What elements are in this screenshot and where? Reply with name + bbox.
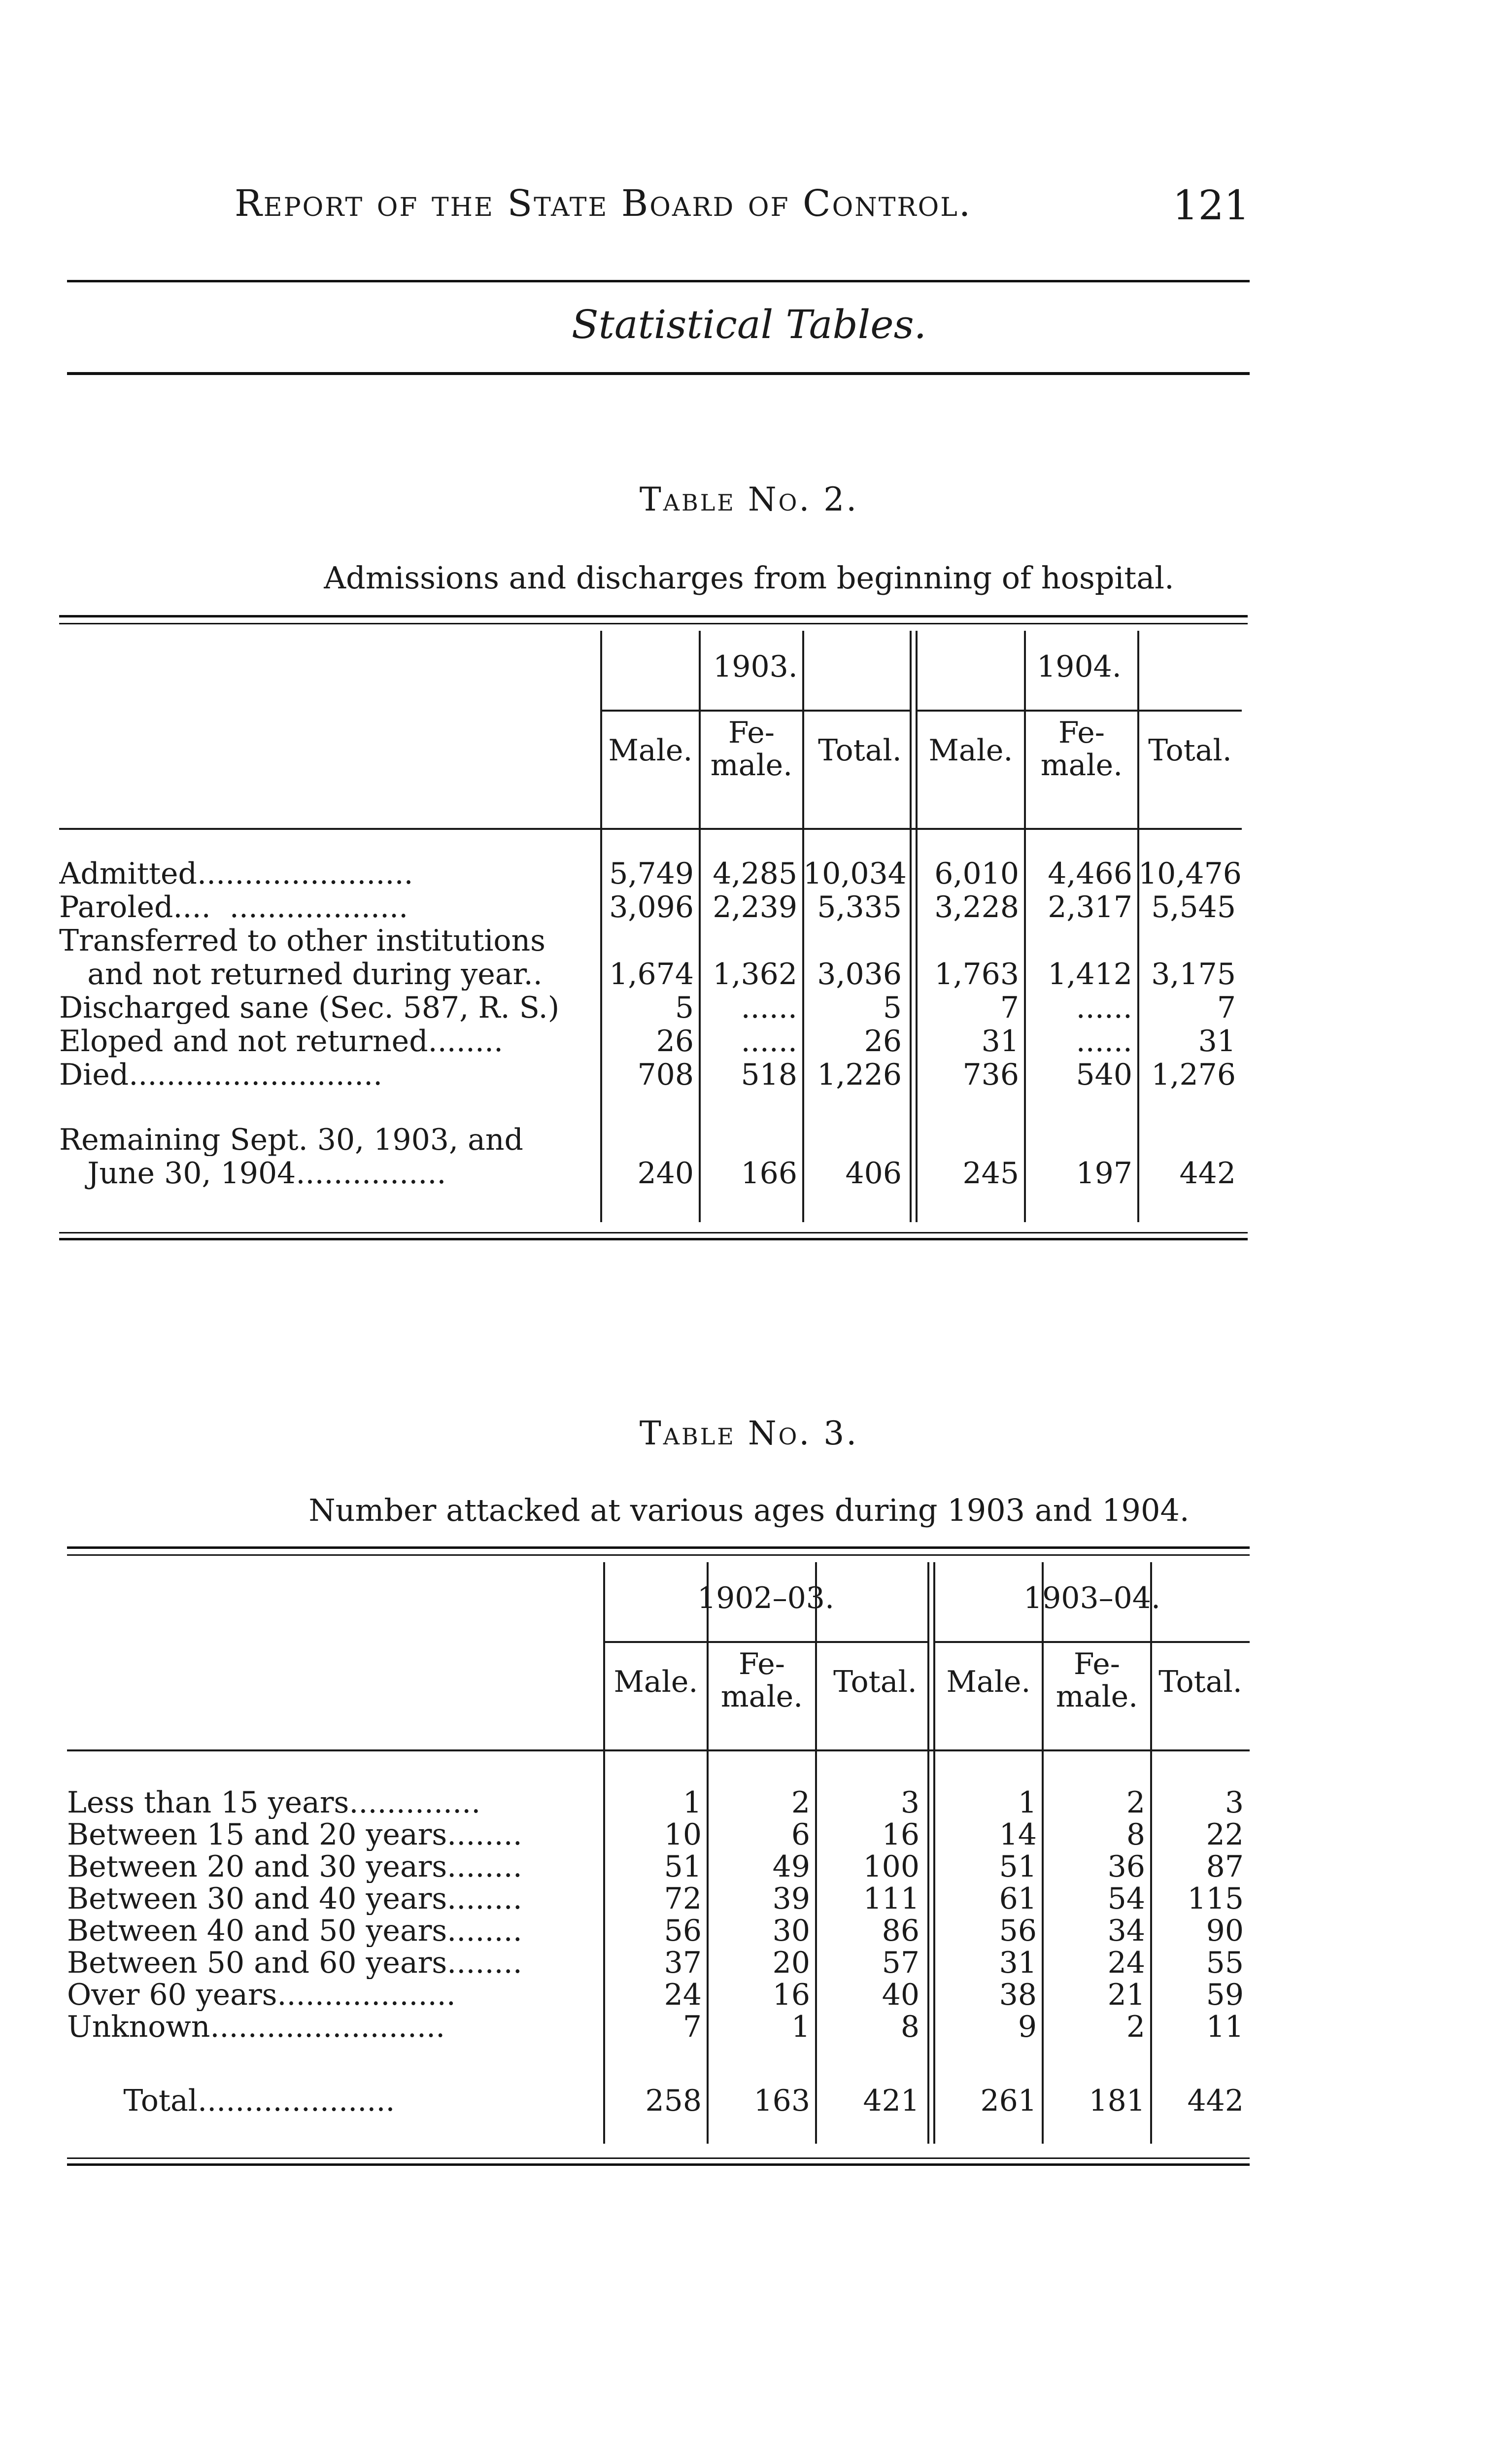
column-header: Total.	[818, 733, 902, 768]
table2-caption: Table No. 2.	[639, 480, 859, 518]
table-cell: 5,545	[1151, 890, 1236, 924]
table-cell: 2,239	[713, 890, 797, 924]
year-underline	[934, 1641, 1250, 1643]
row-label: Admitted.......................	[59, 857, 413, 890]
page-number: 121	[1172, 182, 1250, 229]
table-cell: 3,228	[934, 890, 1019, 924]
table-cell: 87	[1206, 1849, 1244, 1884]
table-cell: 38	[999, 1978, 1037, 2012]
table-cell: 7	[1000, 991, 1019, 1025]
year-underline	[604, 1641, 927, 1643]
table-cell: 51	[664, 1849, 702, 1884]
row-label: Over 60 years...................	[67, 1979, 456, 2011]
column-header: Male.	[928, 733, 1013, 768]
table-cell: 3,096	[609, 890, 694, 924]
column-divider	[916, 631, 918, 1222]
table-cell: 1,362	[713, 957, 797, 992]
table2-bottom-rule	[59, 1238, 1248, 1240]
table-cell: 442	[1187, 2084, 1244, 2118]
row-label: Total.....................	[67, 2085, 395, 2117]
row-label: Between 30 and 40 years........	[67, 1882, 522, 1915]
table-cell: ......	[741, 1024, 797, 1059]
table-cell: 406	[845, 1156, 902, 1191]
table-cell: 2	[1126, 1785, 1145, 1820]
table-cell: 31	[1198, 1024, 1236, 1059]
column-header: Male.	[613, 1665, 698, 1699]
table-cell: 31	[981, 1024, 1019, 1059]
year-underline	[601, 710, 910, 712]
row-label: Transferred to other institutions	[59, 924, 545, 957]
table3-description: Number attacked at various ages during 1903 and 1904.	[308, 1492, 1190, 1528]
table-cell: 5,749	[609, 856, 694, 891]
table2	[59, 631, 1248, 1242]
row-label: Remaining Sept. 30, 1903, and	[59, 1124, 523, 1156]
running-head: Report of the State Board of Control.	[235, 182, 972, 225]
table-cell: 181	[1089, 2084, 1145, 2118]
table-cell: 57	[882, 1946, 919, 1980]
table-cell: 10,476	[1138, 856, 1242, 891]
table-cell: 36	[1107, 1849, 1145, 1884]
table-cell: 163	[753, 2084, 810, 2118]
table-cell: 3	[1225, 1785, 1244, 1820]
column-header: Total.	[1158, 1665, 1242, 1699]
table-cell: 5	[675, 991, 694, 1025]
table-cell: 24	[664, 1978, 702, 2012]
table-cell: 56	[999, 1914, 1037, 1948]
table-cell: 1,674	[609, 957, 694, 992]
year-label: 1902–03.	[697, 1581, 835, 1615]
table-cell: 1,763	[934, 957, 1019, 992]
header-underline	[59, 828, 1242, 830]
table-cell: 16	[882, 1817, 919, 1852]
table-cell: 1	[682, 1785, 702, 1820]
table-cell: 261	[980, 2084, 1037, 2118]
table-cell: 166	[741, 1156, 797, 1191]
row-label: Unknown.........................	[67, 2011, 445, 2043]
table-cell: 518	[741, 1058, 797, 1092]
table-cell: 55	[1206, 1946, 1244, 1980]
column-header: Fe- male.	[1055, 1647, 1138, 1714]
row-label: Discharged sane (Sec. 587, R. S.)	[59, 992, 560, 1024]
table-cell: 708	[637, 1058, 694, 1092]
table-cell: 10	[664, 1817, 702, 1852]
table3-top-rule	[67, 1546, 1250, 1549]
table-cell: 40	[882, 1978, 919, 2012]
column-header: Total.	[1148, 733, 1232, 768]
table-cell: 26	[864, 1024, 902, 1059]
table-cell: 6,010	[934, 856, 1019, 891]
table-cell: 21	[1107, 1978, 1145, 2012]
page-header	[67, 177, 1250, 237]
row-label: Between 40 and 50 years........	[67, 1915, 522, 1947]
table-cell: 56	[664, 1914, 702, 1948]
table-cell: 49	[772, 1849, 810, 1884]
table-cell: 11	[1206, 2010, 1244, 2044]
table-cell: 540	[1076, 1058, 1132, 1092]
table-cell: 245	[962, 1156, 1019, 1191]
table3-bottom-rule	[67, 2163, 1250, 2166]
table-cell: 16	[772, 1978, 810, 2012]
table-cell: 3,175	[1151, 957, 1236, 992]
column-divider	[910, 631, 912, 1222]
table-cell: 2	[791, 1785, 810, 1820]
table-cell: 1,412	[1048, 957, 1132, 992]
table-cell: 1,276	[1151, 1058, 1236, 1092]
table-cell: 61	[999, 1882, 1037, 1916]
column-divider	[600, 631, 602, 1222]
table2-description: Admissions and discharges from beginning of hospital.	[324, 560, 1174, 596]
table-cell: 5	[883, 991, 902, 1025]
section-rule	[67, 372, 1250, 375]
row-label: Paroled.... ...................	[59, 891, 409, 924]
table-cell: 24	[1107, 1946, 1145, 1980]
table-cell: 258	[645, 2084, 702, 2118]
column-header: Male.	[946, 1665, 1031, 1699]
table3	[67, 1562, 1250, 2163]
table-cell: 100	[863, 1849, 919, 1884]
table-cell: 9	[1018, 2010, 1037, 2044]
table3-bottom-rule-thin	[67, 2157, 1250, 2159]
table-cell: 4,466	[1048, 856, 1132, 891]
header-rule	[67, 280, 1250, 282]
year-label: 1903–04.	[1023, 1581, 1161, 1615]
row-label: Eloped and not returned........	[59, 1025, 504, 1058]
table-cell: 54	[1107, 1882, 1145, 1916]
table2-top-rule-thin	[59, 623, 1248, 624]
table-cell: 10,034	[803, 856, 907, 891]
column-header: Total.	[833, 1665, 917, 1699]
table-cell: 4,285	[713, 856, 797, 891]
table-cell: 26	[656, 1024, 694, 1059]
table-cell: 240	[637, 1156, 694, 1191]
table-cell: 20	[772, 1946, 810, 1980]
table-cell: 22	[1206, 1817, 1244, 1852]
table3-caption: Table No. 3.	[639, 1414, 859, 1452]
row-label: June 30, 1904................	[59, 1157, 446, 1190]
header-underline	[67, 1749, 1250, 1751]
table-cell: 115	[1187, 1882, 1244, 1916]
table-cell: 90	[1206, 1914, 1244, 1948]
table3-top-rule-thin	[67, 1554, 1250, 1556]
column-header: Fe- male.	[1040, 716, 1123, 783]
row-label: Less than 15 years..............	[67, 1786, 481, 1819]
table-cell: 59	[1206, 1978, 1244, 2012]
row-label: Between 20 and 30 years........	[67, 1850, 522, 1883]
table-cell: 3	[900, 1785, 919, 1820]
table2-bottom-rule-thin	[59, 1232, 1248, 1233]
table-cell: 8	[1126, 1817, 1145, 1852]
table-cell: 1	[791, 2010, 810, 2044]
column-header: Fe- male.	[710, 716, 793, 783]
table-cell: 37	[664, 1946, 702, 1980]
table-cell: 86	[882, 1914, 919, 1948]
table-cell: 6	[791, 1817, 810, 1852]
year-label: 1904.	[1037, 650, 1122, 684]
column-header: Fe- male.	[720, 1647, 803, 1714]
table-cell: 39	[772, 1882, 810, 1916]
table-cell: 72	[664, 1882, 702, 1916]
table-cell: 7	[682, 2010, 702, 2044]
table-cell: 442	[1179, 1156, 1236, 1191]
column-header: Male.	[608, 733, 693, 768]
table-cell: ......	[741, 991, 797, 1025]
table-cell: 8	[900, 2010, 919, 2044]
table-cell: 736	[962, 1058, 1019, 1092]
table-cell: ......	[1076, 1024, 1132, 1059]
table-cell: 31	[999, 1946, 1037, 1980]
row-label: Died...........................	[59, 1059, 383, 1091]
table-cell: 421	[863, 2084, 919, 2118]
table-cell: 2	[1126, 2010, 1145, 2044]
column-divider	[927, 1562, 929, 2144]
year-underline	[917, 710, 1242, 712]
section-title: Statistical Tables.	[571, 302, 927, 347]
table-cell: 2,317	[1048, 890, 1132, 924]
row-label: Between 50 and 60 years........	[67, 1947, 522, 1979]
table-cell: 1,226	[817, 1058, 902, 1092]
year-label: 1903.	[713, 650, 798, 684]
table-cell: 7	[1217, 991, 1236, 1025]
table-cell: 3,036	[817, 957, 902, 992]
table-cell: 111	[863, 1882, 919, 1916]
table-cell: 51	[999, 1849, 1037, 1884]
table-cell: 14	[999, 1817, 1037, 1852]
table-cell: 5,335	[817, 890, 902, 924]
row-label: and not returned during year..	[59, 958, 543, 991]
row-label: Between 15 and 20 years........	[67, 1818, 522, 1851]
table-cell: 30	[772, 1914, 810, 1948]
table-cell: 34	[1107, 1914, 1145, 1948]
table-cell: 197	[1076, 1156, 1132, 1191]
table2-top-rule	[59, 615, 1248, 617]
table-cell: ......	[1076, 991, 1132, 1025]
table-cell: 1	[1018, 1785, 1037, 1820]
